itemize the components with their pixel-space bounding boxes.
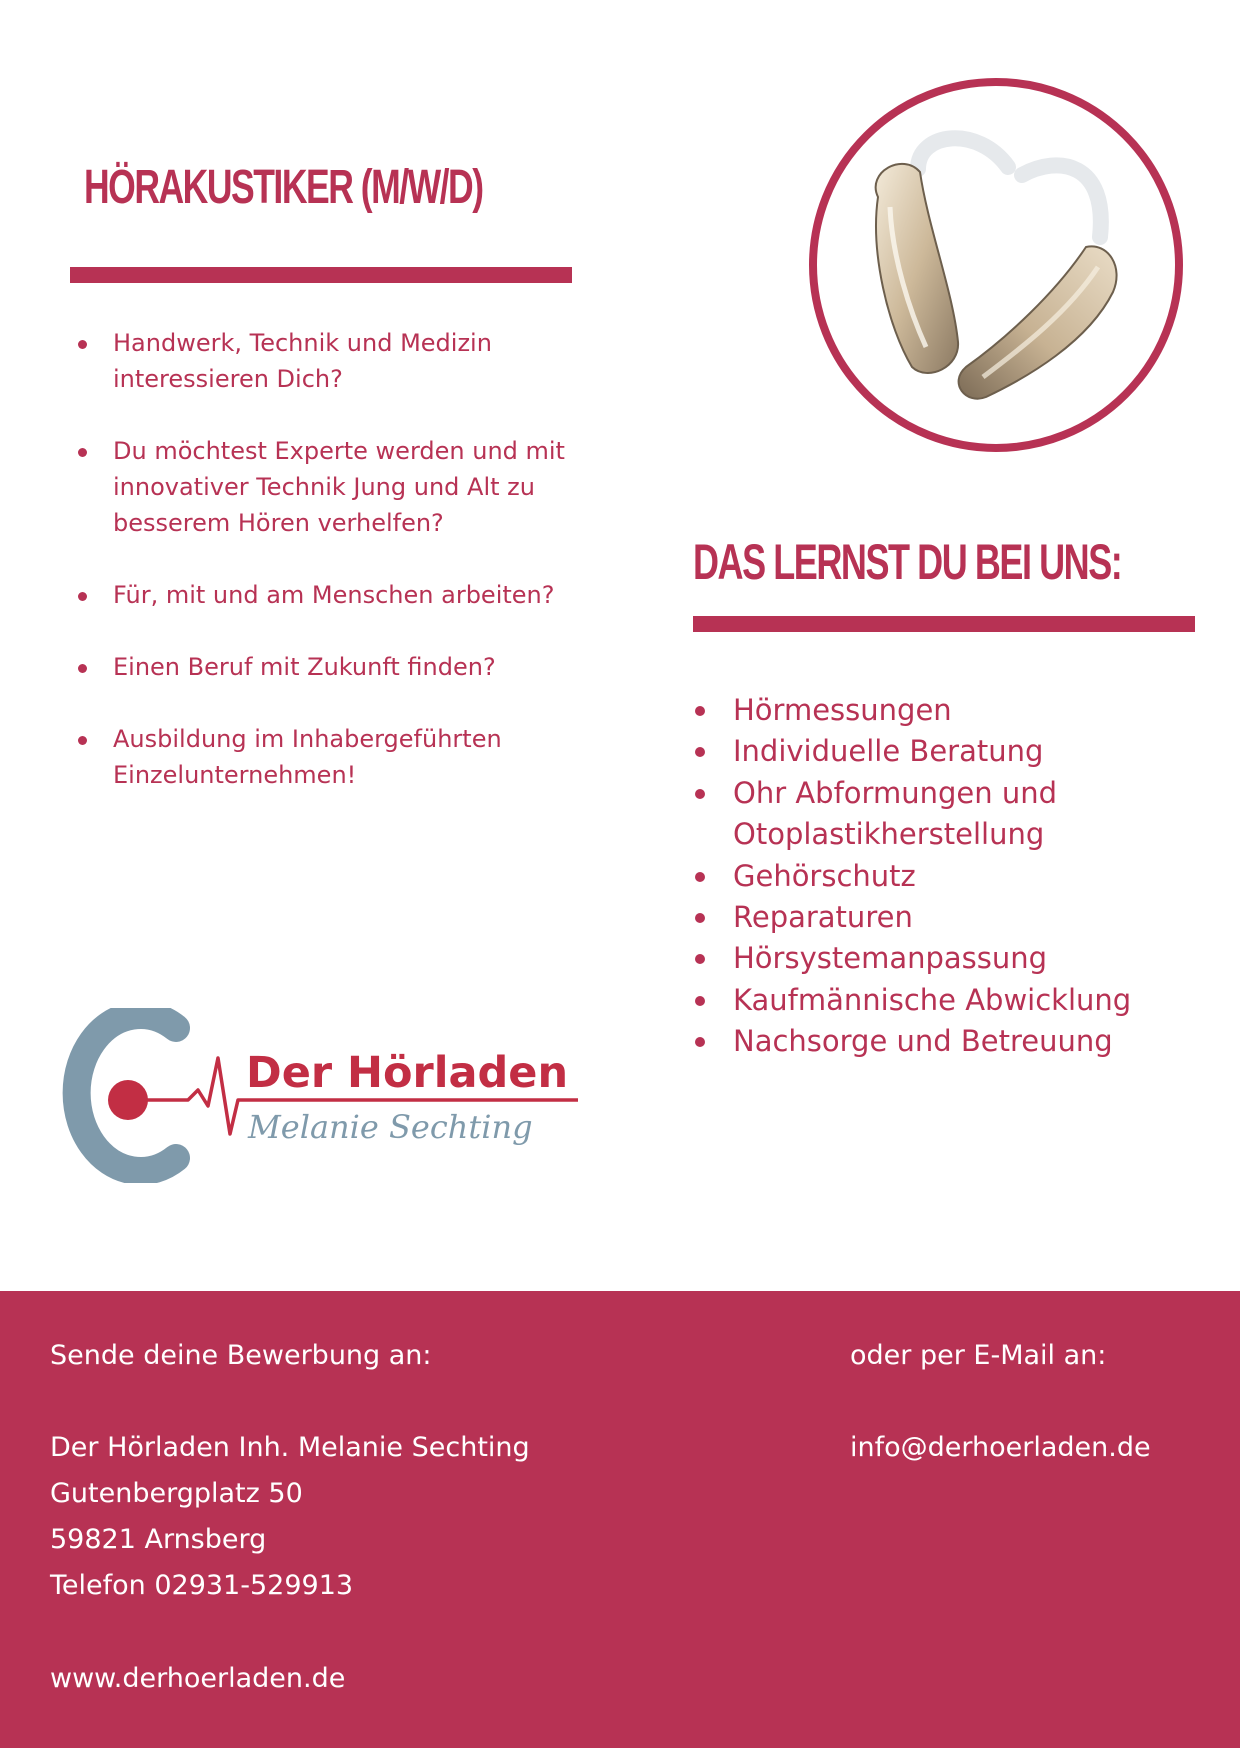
address-city: 59821 Arnsberg [50,1524,267,1555]
address-name: Der Hörladen Inh. Melanie Sechting [50,1432,530,1463]
question-list [72,325,572,829]
list-item: Hörmessungen [693,690,1223,731]
list-item: Du möchtest Experte werden und mit innovativer Technik Jung und Alt zu besserem Hören verhelfen? [72,433,572,541]
phone-number: Telefon 02931-529913 [50,1570,354,1601]
logo-owner: Melanie Sechting [248,1108,533,1146]
website-link[interactable]: www.derhoerladen.de [50,1663,346,1694]
logo-name: Der Hörladen [246,1048,569,1098]
list-item: Einen Beruf mit Zukunft finden? [72,649,572,685]
learn-heading: DAS LERNST DU BEI UNS: [693,534,1122,590]
apply-label: Sende deine Bewerbung an: [50,1340,432,1371]
title-divider [70,267,572,283]
address-street: Gutenbergplatz 50 [50,1478,303,1509]
list-item: Für, mit und am Menschen arbeiten? [72,577,572,613]
list-item: Ausbildung im Inhabergeführten Einzelunternehmen! [72,721,572,793]
list-item: Individuelle Beratung [693,731,1223,772]
email-link[interactable]: info@derhoerladen.de [850,1432,1151,1463]
list-item: Gehörschutz [693,856,1223,897]
list-item: Handwerk, Technik und Medizin interessieren Dich? [72,325,572,397]
list-item: Ohr Abformungen und Otoplastikherstellung [693,773,1223,856]
email-label: oder per E-Mail an: [850,1340,1107,1371]
learn-list [693,690,1223,1063]
hearing-aids-heart-image [808,77,1184,453]
footer [0,1291,1240,1748]
list-item: Reparaturen [693,897,1223,938]
company-logo [58,1008,578,1183]
page-title: HÖRAKUSTIKER (M/W/D) [84,161,483,214]
learn-divider [693,616,1195,632]
list-item: Hörsystemanpassung [693,938,1223,979]
list-item: Nachsorge und Betreuung [693,1021,1223,1062]
list-item: Kaufmännische Abwicklung [693,980,1223,1021]
